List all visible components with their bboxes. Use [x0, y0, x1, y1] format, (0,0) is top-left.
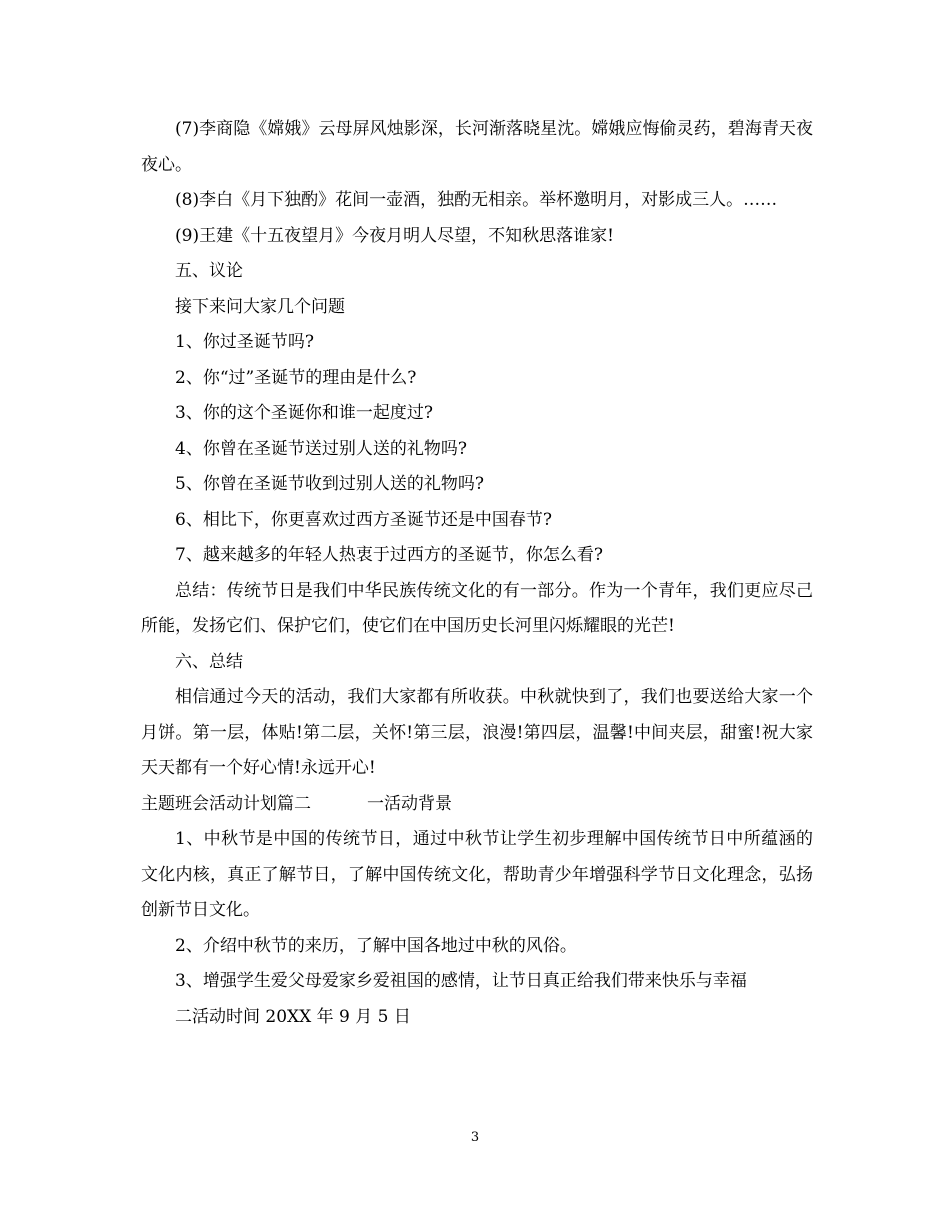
page-number: 3	[470, 1130, 480, 1145]
section-heading-discussion: 五、议论	[175, 261, 243, 281]
paragraph-discussion-summary: 总结：传统节日是我们中华民族传统文化的有一部分。作为一个青年，我们更应尽己所能，发扬它们、保护它们，使它们在中国历史长河里闪烁耀眼的光芒!	[141, 580, 813, 636]
question-item-6: 6、相比下，你更喜欢过西方圣诞节还是中国春节?	[175, 509, 552, 530]
background-item-1: 1、中秋节是中国的传统节日，通过中秋节让学生初步理解中国传统节日中所蕴涵的文化内核，真正了解节日，了解中国传统文化，帮助青少年增强科学节日文化理念，弘扬创新节日文化。	[141, 829, 813, 920]
question-item-1: 1、你过圣诞节吗?	[175, 332, 314, 352]
paragraph-intro-questions: 接下来问大家几个问题	[175, 296, 345, 317]
section-title: 主题班会活动计划篇二	[141, 793, 311, 814]
paragraph-poem-9: (9)王建《十五夜望月》今夜月明人尽望，不知秋思落谁家!	[175, 225, 614, 246]
document-body	[141, 112, 813, 1035]
paragraph-poem-8: (8)李白《月下独酌》花间一壶酒，独酌无相亲。举杯邀明月，对影成三人。……	[175, 190, 778, 210]
question-item-2: 2、你“过”圣诞节的理由是什么?	[175, 367, 417, 388]
section-heading-plan-two	[141, 787, 813, 823]
question-item-3: 3、你的这个圣诞你和谁一起度过?	[175, 403, 433, 423]
background-item-3: 3、增强学生爱父母爱家乡爱祖国的感情，让节日真正给我们带来快乐与幸福	[175, 971, 747, 991]
section-subtitle: 一活动背景	[367, 793, 452, 814]
paragraph-poem-7: (7)李商隐《嫦娥》云母屏风烛影深，长河渐落晓星沈。嫦娥应悔偷灵药，碧海青天夜夜心。	[141, 119, 813, 175]
activity-time: 二活动时间 20XX 年 9 月 5 日	[175, 1006, 411, 1027]
question-item-4: 4、你曾在圣诞节送过别人送的礼物吗?	[175, 438, 467, 459]
section-heading-summary: 六、总结	[175, 651, 243, 672]
question-item-7: 7、越来越多的年轻人热衷于过西方的圣诞节，你怎么看?	[175, 545, 603, 565]
background-item-2: 2、介绍中秋节的来历，了解中国各地过中秋的风俗。	[175, 935, 577, 956]
paragraph-summary: 相信通过今天的活动，我们大家都有所收获。中秋就快到了，我们也要送给大家一个月饼。第一层，体贴!第二层，关怀!第三层，浪漫!第四层，温馨!中间夹层，甜蜜!祝大家天天都有一个好心情!永远开心!	[141, 687, 813, 778]
question-item-5: 5、你曾在圣诞节收到过别人送的礼物吗?	[175, 474, 484, 494]
